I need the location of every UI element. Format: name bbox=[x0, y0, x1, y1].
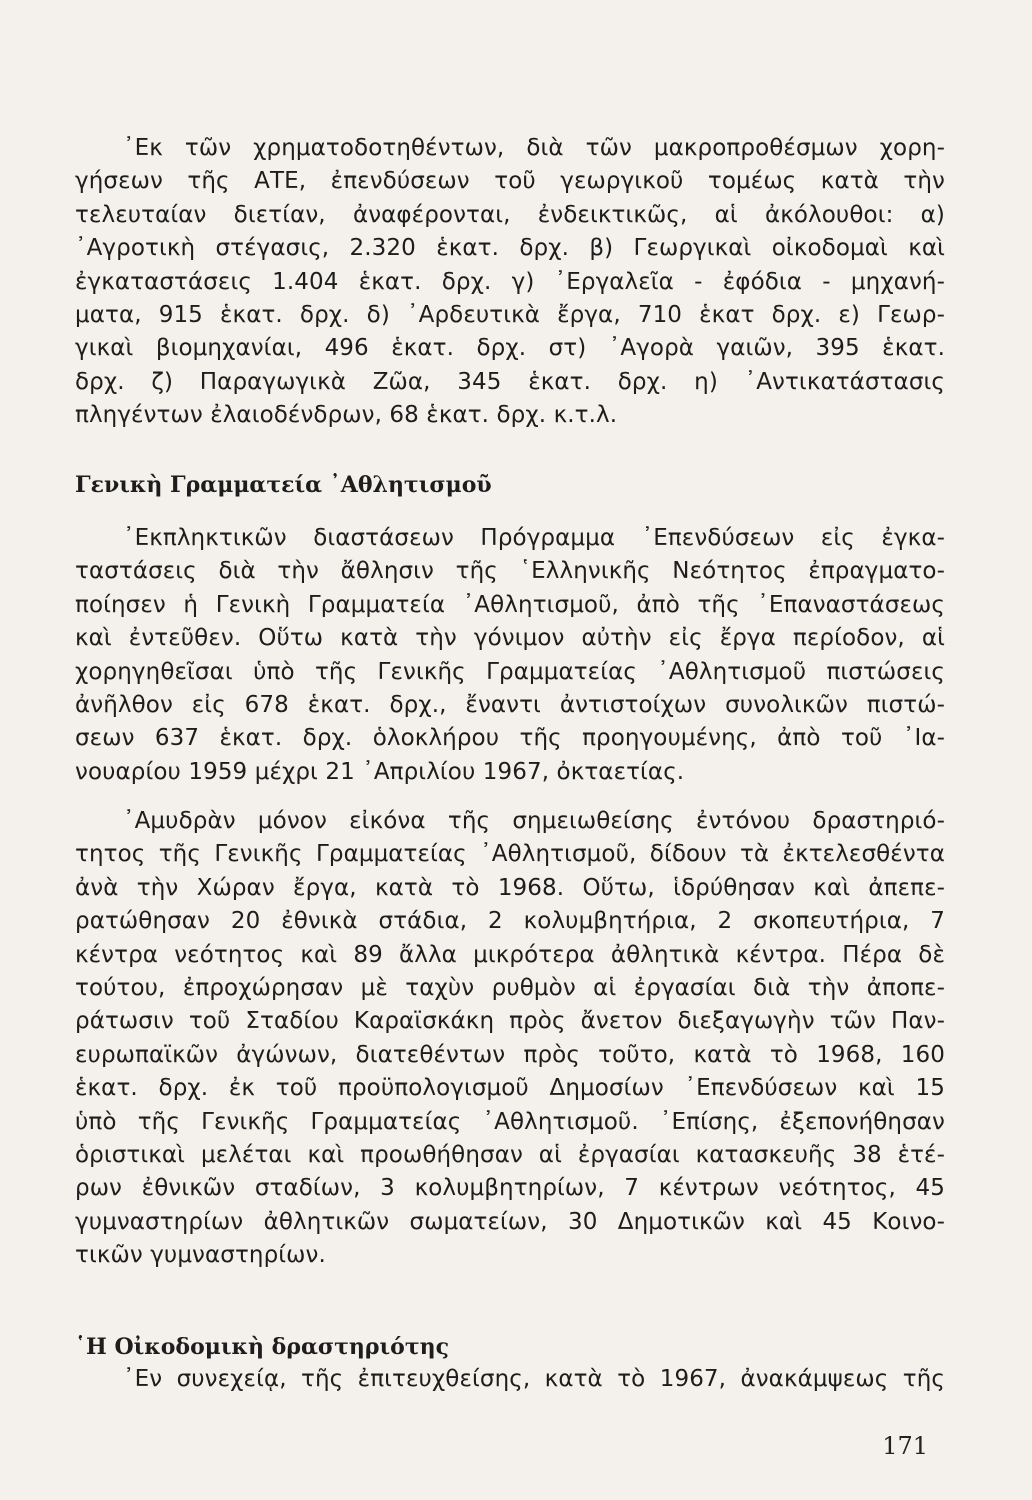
text-line: ὑπὸ τῆς Γενικῆς Γραμματείας ᾿Αθλητισμοῦ. ᾿Επίσης, ἐξεπονήθησαν bbox=[75, 1108, 945, 1135]
text-line: ταστάσεις διὰ τὴν ἄθλησιν τῆς ῾Ελληνικῆς Νεότητος ἐπραγματο- bbox=[75, 558, 945, 585]
text-line: πληγέντων ἐλαιοδένδρων, 68 ἑκατ. δρχ. κ.τ.λ. bbox=[75, 402, 618, 429]
text-line: ἐγκαταστάσεις 1.404 ἑκατ. δρχ. γ) ᾿Εργαλεῖα - ἐφόδια - μηχανή- bbox=[75, 268, 945, 295]
text-line: ᾿Εκπληκτικῶν διαστάσεων Πρόγραμμα ᾿Επενδύσεων εἰς ἐγκα- bbox=[123, 525, 945, 551]
text-line: χορηγηθεῖσαι ὑπὸ τῆς Γενικῆς Γραμματείας ᾿Αθλητισμοῦ πιστώσεις bbox=[75, 658, 945, 685]
text-line: ὁριστικαὶ μελέται καὶ προωθήθησαν αἱ ἐργασίαι κατασκευῆς 38 ἑτέ- bbox=[75, 1141, 945, 1168]
text-line: τούτου, ἐπροχώρησαν μὲ ταχὺν ρυθμὸν αἱ ἐργασίαι διὰ τὴν ἀποπε- bbox=[75, 974, 945, 1001]
text-line: τητος τῆς Γενικῆς Γραμματείας ᾿Αθλητισμοῦ, δίδουν τὰ ἐκτελεσθέντα bbox=[75, 841, 945, 868]
text-line: ᾿Αμυδρὰν μόνον εἰκόνα τῆς σημειωθείσης ἐντόνου δραστηριό- bbox=[123, 808, 945, 834]
text-line: ᾿Αγροτικὴ στέγασις, 2.320 ἑκατ. δρχ. β) Γεωργικαὶ οἰκοδομαὶ καὶ bbox=[75, 235, 945, 262]
text-line: τελευταίαν διετίαν, ἀναφέρονται, ἐνδεικτικῶς, αἱ ἀκόλουθοι: α) bbox=[75, 201, 945, 228]
paragraph-sports-works bbox=[75, 805, 945, 1272]
text-line: ράτωσιν τοῦ Σταδίου Καραϊσκάκη πρὸς ἄνετον διεξαγωγὴν τῶν Παν- bbox=[75, 1008, 945, 1035]
section-heading-sports bbox=[75, 468, 945, 502]
text-line: ἑκατ. δρχ. ἐκ τοῦ προϋπολογισμοῦ Δημοσίων ᾿Επενδύσεων καὶ 15 bbox=[75, 1075, 945, 1102]
text-line: δρχ. ζ) Παραγωγικὰ Ζῶα, 345 ἑκατ. δρχ. η) ᾿Αντικατάστασις bbox=[75, 368, 945, 395]
text-line: καὶ ἐντεῦθεν. Οὕτω κατὰ τὴν γόνιμον αὐτὴν εἰς ἔργα περίοδον, αἱ bbox=[75, 625, 945, 652]
paragraph-construction bbox=[75, 1363, 945, 1396]
paragraph-agricultural-investments bbox=[75, 132, 945, 433]
text-line: ᾿Εν συνεχείᾳ, τῆς ἐπιτευχθείσης, κατὰ τὸ 1967, ἀνακάμψεως τῆς bbox=[123, 1366, 945, 1392]
text-line: ρατώθησαν 20 ἐθνικὰ στάδια, 2 κολυμβητήρια, 2 σκοπευτήρια, 7 bbox=[75, 908, 945, 935]
page-number: 171 bbox=[882, 1432, 928, 1460]
text-line: ἀνὰ τὴν Χώραν ἔργα, κατὰ τὸ 1968. Οὕτω, ἱδρύθησαν καὶ ἀπεπε- bbox=[75, 874, 945, 901]
text-line: ποίησεν ἡ Γενικὴ Γραμματεία ᾿Αθλητισμοῦ, ἀπὸ τῆς ᾿Επαναστάσεως bbox=[75, 591, 945, 618]
section-heading-construction bbox=[75, 1330, 945, 1364]
paragraph-sports-investments bbox=[75, 522, 945, 789]
text-line: σεων 637 ἑκατ. δρχ. ὁλοκλήρου τῆς προηγουμένης, ἀπὸ τοῦ ᾿Ια- bbox=[75, 725, 945, 752]
text-line: γικαὶ βιομηχανίαι, 496 ἑκατ. δρχ. στ) ᾿Αγορὰ γαιῶν, 395 ἑκατ. bbox=[75, 335, 945, 362]
text-line: ευρωπαϊκῶν ἀγώνων, διατεθέντων πρὸς τοῦτο, κατὰ τὸ 1968, 160 bbox=[75, 1041, 945, 1068]
text-line: τικῶν γυμναστηρίων. bbox=[75, 1242, 326, 1269]
section-heading: ῾Η Οἰκοδομικὴ δραστηριότης bbox=[75, 1334, 450, 1360]
text-line: κέντρα νεότητος καὶ 89 ἄλλα μικρότερα ἀθλητικὰ κέντρα. Πέρα δὲ bbox=[75, 941, 945, 968]
text-line: ἀνῆλθον εἰς 678 ἑκατ. δρχ., ἔναντι ἀντιστοίχων συνολικῶν πιστώ- bbox=[75, 691, 945, 718]
text-line: ματα, 915 ἑκατ. δρχ. δ) ᾿Αρδευτικὰ ἔργα, 710 ἑκατ δρχ. ε) Γεωρ- bbox=[75, 301, 945, 328]
text-line: νουαρίου 1959 μέχρι 21 ᾿Απριλίου 1967, ὀκταετίας. bbox=[75, 758, 685, 785]
text-line: γυμναστηρίων ἀθλητικῶν σωματείων, 30 Δημοτικῶν καὶ 45 Κοινο- bbox=[75, 1208, 945, 1235]
text-line: ᾿Εκ τῶν χρηματοδοτηθέντων, διὰ τῶν μακροπροθέσμων χορη- bbox=[123, 135, 945, 161]
section-heading: Γενικὴ Γραμματεία ᾿Αθλητισμοῦ bbox=[75, 472, 492, 498]
text-line: ρων ἐθνικῶν σταδίων, 3 κολυμβητηρίων, 7 κέντρων νεότητος, 45 bbox=[75, 1175, 945, 1202]
text-line: γήσεων τῆς ΑΤΕ, ἐπενδύσεων τοῦ γεωργικοῦ τομέως κατὰ τὴν bbox=[75, 168, 945, 195]
